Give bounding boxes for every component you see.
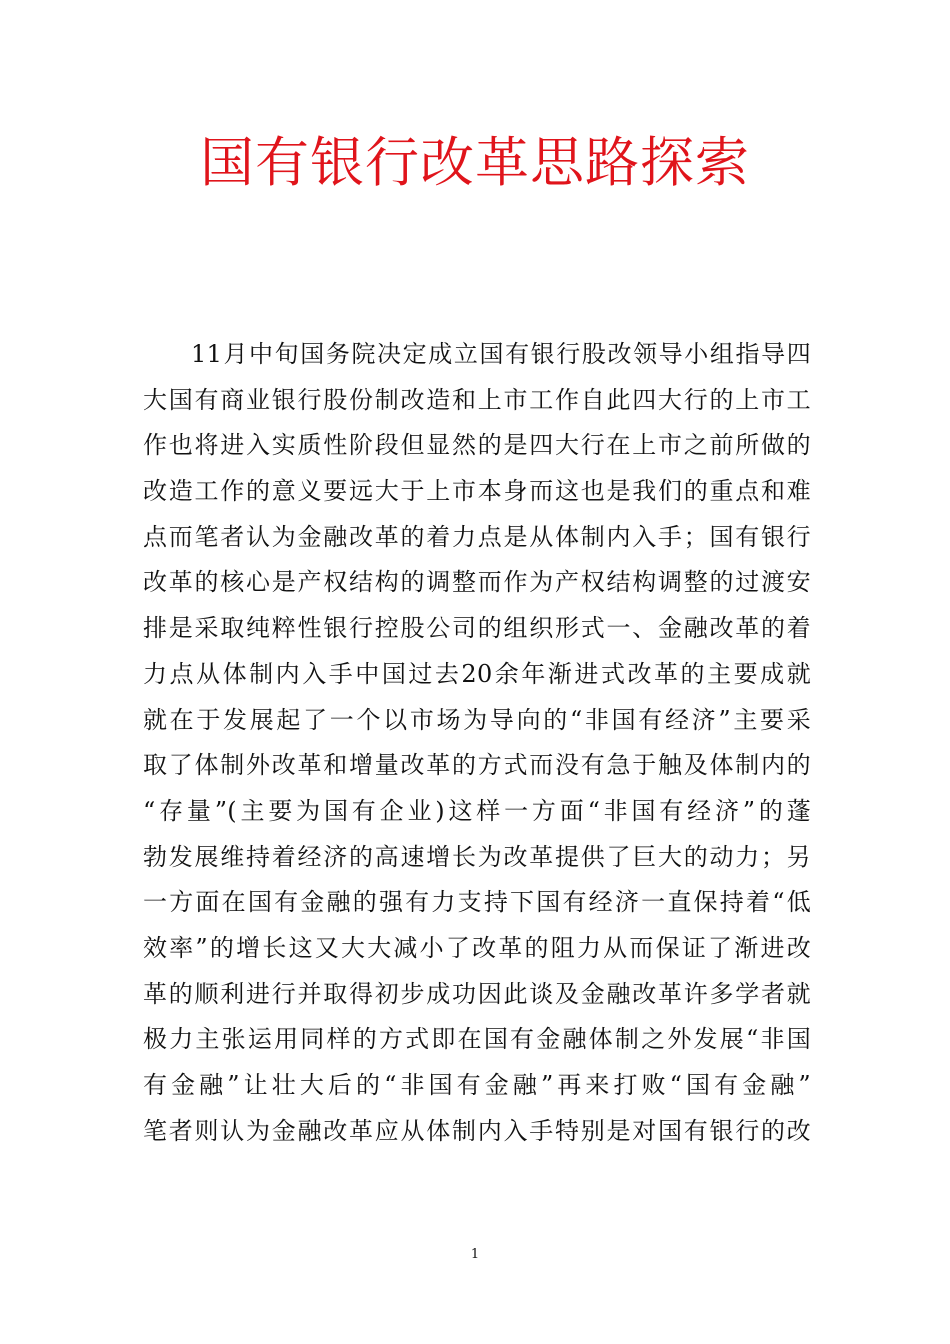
text-line: 就在于发展起了一个以市场为导向的“非国有经济”主要采 xyxy=(143,705,811,734)
page-number: 1 xyxy=(470,1247,480,1262)
text-line: 力点从体制内入手中国过去20余年渐进式改革的主要成就 xyxy=(143,659,811,688)
text-line: 极力主张运用同样的方式即在国有金融体制之外发展“非国 xyxy=(143,1025,811,1054)
text-line: 改造工作的意义要远大于上市本身而这也是我们的重点和难 xyxy=(143,477,811,506)
text-line: 取了体制外改革和增量改革的方式而没有急于触及体制内的 xyxy=(143,751,811,780)
text-line: 点而笔者认为金融改革的着力点是从体制内入手；国有银行 xyxy=(143,522,811,551)
text-line: 排是采取纯粹性银行控股公司的组织形式一、金融改革的着 xyxy=(143,614,811,643)
text-line: 一方面在国有金融的强有力支持下国有经济一直保持着“低 xyxy=(143,888,811,917)
text-line: 作也将进入实质性阶段但显然的是四大行在上市之前所做的 xyxy=(143,431,811,460)
text-line: 勃发展维持着经济的高速增长为改革提供了巨大的动力；另 xyxy=(143,842,811,871)
text-line: 效率”的增长这又大大减小了改革的阻力从而保证了渐进改 xyxy=(143,933,811,962)
text-line: 11月中旬国务院决定成立国有银行股改领导小组指导四 xyxy=(191,340,811,368)
text-line: “存量”(主要为国有企业)这样一方面“非国有经济”的蓬 xyxy=(143,796,811,825)
text-line: 有金融”让壮大后的“非国有金融”再来打败“国有金融” xyxy=(143,1071,811,1099)
text-line: 革的顺利进行并取得初步成功因此谈及金融改革许多学者就 xyxy=(143,979,811,1008)
document-title: 国有银行改革思路探索 xyxy=(200,131,750,194)
text-line: 笔者则认为金融改革应从体制内入手特别是对国有银行的改 xyxy=(143,1116,811,1145)
text-line: 改革的核心是产权结构的调整而作为产权结构调整的过渡安 xyxy=(143,568,811,597)
text-line: 大国有商业银行股份制改造和上市工作自此四大行的上市工 xyxy=(143,385,811,414)
body-paragraph xyxy=(143,332,811,1154)
